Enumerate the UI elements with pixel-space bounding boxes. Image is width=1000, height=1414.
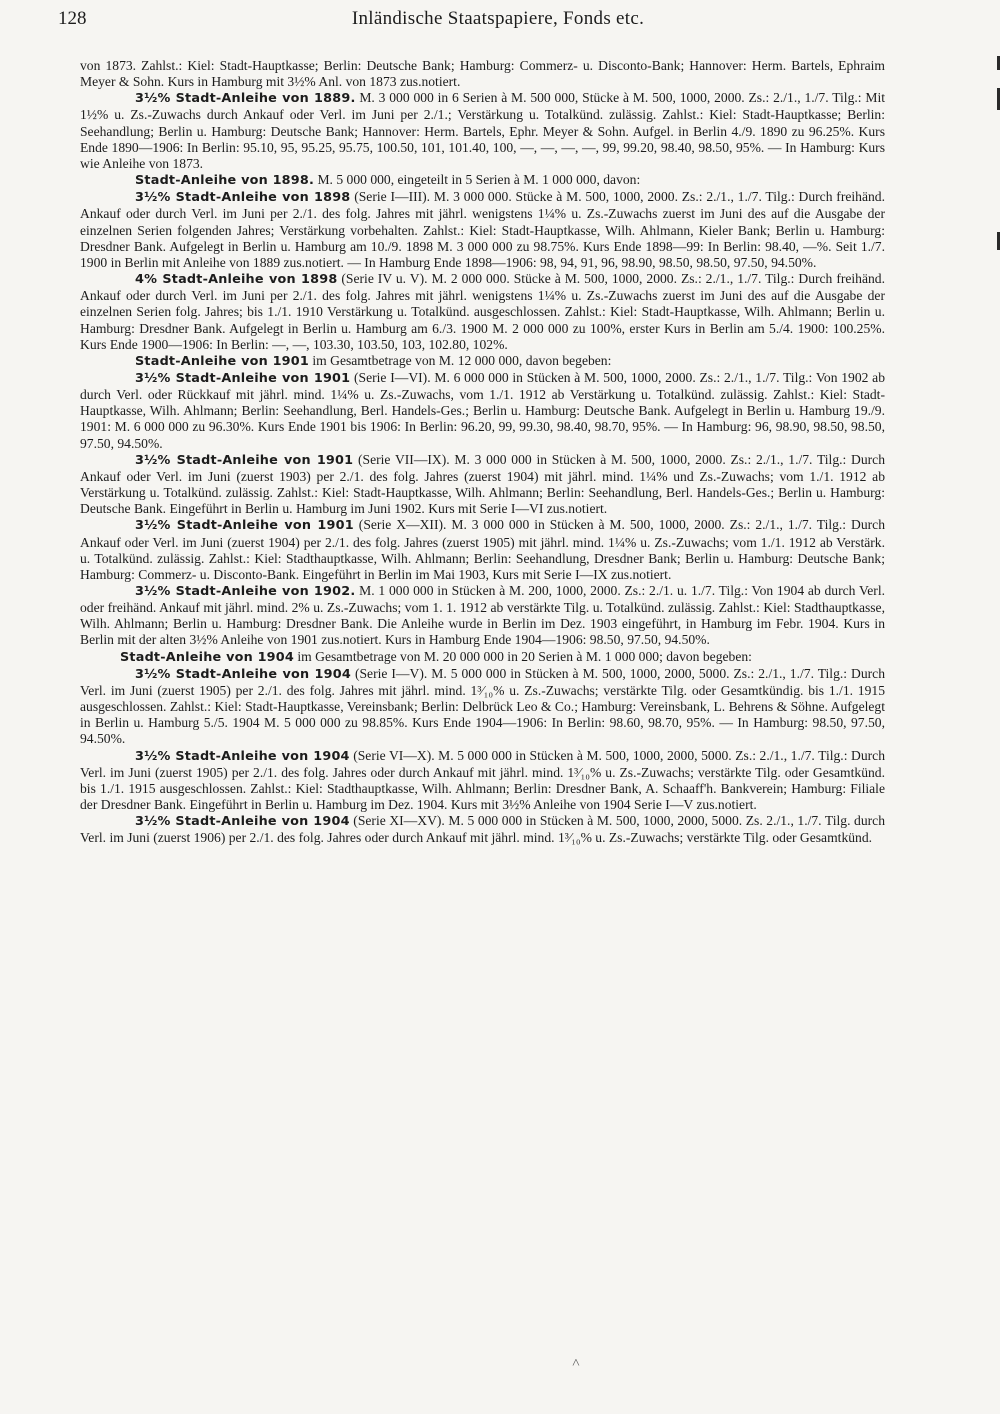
paragraph-text: (Serie VII—IX). M. 3 000 000 in Stücken à M. 500, 1000, 2000. Zs.: 2./1., 1./7. Tilg.: Durch Ankauf oder Verl. im Juni (zuerst 1903) per 2./1. des folg. Jahres (zuerst 1904) mit jährl. mind. 1¼% und Zs.-Zuwachs; vom 1./1. 1912 ab Verstärkung u. Totalkünd. zulässig. Zahlst.: Kiel: Stadt-Hauptkasse, Wilh. Ahlmann; Berlin: Seehandlung, Berl. Handels-Ges.; Berlin u. Hamburg: Deutsche Bank. Eingeführt in Berlin u. Hamburg im Juni 1902. Kurs mit Serie I—VI zus.notiert. xyxy=(80,451,886,517)
paragraph-text: (Serie I—III). M. 3 000 000. Stücke à M. 500, 1000, 2000. Zs.: 2./1., 1./7. Tilg.: Durch freihänd. Ankauf oder durch Verl. im Juni per 2./1. des folg. Jahres mit jährl. wenigstens 1¼% u. Zs.-Zuwachs zuerst im Juni des auf die Ausgabe der einzelnen Serien folgenden Jahres; Verstärkung vorbehalten. Zahlst.: Kiel: Stadt-Hauptkasse, Wilh. Ahlmann, Kieler Bank; Berlin u. Hamburg: Dresdner Bank. Aufgelegt in Berlin u. Hamburg am 10./9. 1898 M. 3 000 000 zu 98.75%. Kurs Ende 1898—99: In Berlin: 98.40, —%. Seit 1./7. 1900 in Berlin mit Anleihe von 1889 zus.notiert. — In Hamburg Ende 1898—1906: 98, 94, 91, 96, 98.90, 98.50, 98.50, 97.50, 94.50%. xyxy=(80,189,885,270)
paragraph-text: M. 1 000 000 in Stücken à M. 200, 1000, 2000. Zs.: 2./1. u. 1./7. Tilg.: Von 1904 ab durch Verl. oder freihänd. Ankauf mit jährl. mind. 2% u. Zs.-Zuwachs; vom 1. 1. 1912 ab verstärkte Tilg. u. Totalkünd. zulässig. Zahlst.: Kiel: Stadthauptkasse, Wilh. Ahlmann; Berlin u. Hamburg: Dresdner Bank. Die Anleihe wurde in Berlin im Dez. 1903 eingeführt, in Hamburg im Febr. 1904. Kurs in Berlin mit der alten 3½% Anleihe von 1901 zus.notiert. Kurs in Hamburg Ende 1904—1906: 98.50, 97.50, 94.50%. xyxy=(80,583,885,648)
paragraph xyxy=(80,452,885,518)
paragraph xyxy=(80,649,885,666)
paragraph xyxy=(80,517,885,583)
bond-heading: 3½% Stadt-Anleihe von 1901 xyxy=(135,452,354,468)
paragraph xyxy=(80,172,885,189)
paragraph xyxy=(80,813,885,846)
paragraph-text: M. 5 000 000, eingeteilt in 5 Serien à M. 1 000 000, davon: xyxy=(314,172,641,188)
bond-heading: Stadt-Anleihe von 1904 xyxy=(120,649,294,665)
bond-heading: 3½% Stadt-Anleihe von 1904 xyxy=(135,814,350,830)
running-title: Inländische Staatspapiere, Fonds etc. xyxy=(351,8,645,29)
bond-heading: 3½% Stadt-Anleihe von 1889. xyxy=(135,91,356,107)
paragraph xyxy=(80,583,885,649)
paragraph-text: M. 3 000 000 in 6 Serien à M. 500 000, Stücke à M. 500, 1000, 2000. Zs.: 2./1., 1./7. Tilg.: Mit 1½% u. Zs.-Zuwachs durch Ankauf oder Verl. im Juni per 2./1.; Verstärkung u. Totalkünd. zulässig. Zahlst.: Kiel: Stadt-Hauptkasse; Berlin: Seehandlung; Berlin u. Hamburg: Deutsche Bank; Hannover: Herm. Bartels, Ephr. Meyer & Sohn. Aufgel. in Berlin 4./9. 1890 zu 96.25%. Kurs Ende 1890—1906: In Berlin: 95.10, 95, 95.25, 95.75, 100.50, 101, 101.40, 100, —, —, —, —, 99, 99.20, 98.40, 98.50, 95%. — In Hamburg: Kurs wie Anleihe von 1873. xyxy=(80,90,885,171)
paragraph-text: (Serie X—XII). M. 3 000 000 in Stücken à M. 500, 1000, 2000. Zs.: 2./1., 1./7. Tilg.: Durch Ankauf oder Verl. im Juni (zuerst 1904) per 2./1. des folg. Jahres (zuerst 1905) mit jährl. mind. 1¼% u. Zs.-Zuwachs; vom 1./1. 1912 ab Verstärk. u. Totalkünd. zulässig. Zahlst.: Kiel: Stadthauptkasse, Wilh. Ahlmann; Berlin: Seehandlung, Dresdner Bank; Berlin u. Hamburg: Deutsche Bank; Hamburg: Commerz- u. Disconto-Bank. Eingeführt in Berlin im Mai 1903, Kurs mit Serie I—IX zus.notiert. xyxy=(80,517,886,582)
paragraph-text: (Serie XI—XV). M. 5 000 000 in Stücken à M. 500, 1000, 2000, 5000. Zs. 2./1., 1./7. Tilg. durch Verl. im Juni (zuerst 1906) per 2./1. des folg. Jahres oder durch Ankauf mit jährl. mind. 1³⁄₁₀% u. Zs.-Zuwachs; verstärkte Tilg. oder Gesamtkünd. xyxy=(80,813,886,846)
printer-mark: ˄ xyxy=(572,1356,580,1371)
paragraph xyxy=(80,58,885,90)
paragraph xyxy=(80,353,885,370)
bond-heading: Stadt-Anleihe von 1898. xyxy=(135,173,315,189)
paragraph-text: im Gesamtbetrage von M. 12 000 000, davon begeben: xyxy=(308,352,612,368)
bond-heading: 3½% Stadt-Anleihe von 1902. xyxy=(135,584,356,599)
paragraph xyxy=(80,90,885,172)
paragraph xyxy=(80,748,885,814)
page-body xyxy=(80,58,885,847)
bond-heading: 3½% Stadt-Anleihe von 1898 xyxy=(135,190,351,206)
paragraph xyxy=(80,189,885,271)
paragraph xyxy=(80,666,885,748)
paragraph-text: (Serie IV u. V). M. 2 000 000. Stücke à M. 500, 1000, 2000. Zs.: 2./1., 1./7. Tilg.: Durch freihänd. Ankauf oder durch Verl. im Juni per 2./1. des folg. Jahres mit jährl. wenigstens 1¼% u. Zs.-Zuwachs zuerst im Juni des auf die Ausgabe der einzelnen Serien folg. Jahres; bis 1./1. 1910 Verstärkung u. Totalkünd. ausgeschlossen. Zahlst.: Kiel: Stadt-Hauptkasse, Wilh. Ahlmann; Berlin u. Hamburg: Dresdner Bank. Aufgelegt in Berlin u. Hamburg am 6./3. 1900 M. 2 000 000 zu 100%, erster Kurs in Berlin am 5./4. 1900: 100.25%. Kurs Ende 1900—1906: In Berlin: —, —, 103.30, 103.50, 103, 102.80, 102%. xyxy=(80,271,886,352)
paragraph-text: im Gesamtbetrage von M. 20 000 000 in 20 Serien à M. 1 000 000; davon begeben: xyxy=(293,648,752,664)
bond-heading: 3½% Stadt-Anleihe von 1901 xyxy=(135,370,351,386)
bond-heading: 3½% Stadt-Anleihe von 1904 xyxy=(135,666,351,682)
paragraph-text: von 1873. Zahlst.: Kiel: Stadt-Hauptkasse; Berlin: Deutsche Bank; Hamburg: Commerz- u. Disconto-Bank; Hannover: Herm. Bartels, Ephraim Meyer & Sohn. Kurs in Hamburg mit 3½% Anl. von 1873 zus.notiert. xyxy=(80,58,885,90)
paragraph-text: (Serie I—V). M. 5 000 000 in Stücken à M. 500, 1000, 2000, 5000. Zs.: 2./1., 1./7. Tilg.: Durch Verl. im Juni (zuerst 1905) per 2./1. des folg. Jahres mit jährl. mind. 1³⁄₁₀% u. Zs.-Zuwachs; verstärkte Tilg. oder Gesamtkündig. bis 1./1. 1915 ausgeschlossen. Zahlst.: Kiel: Stadt-Hauptkasse, Vereinsbank; Berlin: Delbrück Leo & Co.; Hamburg: Vereinsbank, L. Behrens & Söhne. Aufgelegt in Berlin u. Hamburg 5./5. 1904 M. 5 000 000 zu 98.85%. Kurs Ende 1904—1906: In Berlin: 98.60, 98.70, 95%. — In Hamburg: 98.50, 97.50, 94.50%. xyxy=(80,665,886,747)
paragraph-text: (Serie VI—X). M. 5 000 000 in Stücken à M. 500, 1000, 2000, 5000. Zs.: 2./1., 1./7. Tilg.: Durch Verl. im Juni (zuerst 1905) per 2./1. des folg. Jahres oder durch Ankauf mit jährl. mind. 1³⁄₁₀% u. Zs.-Zuwachs; verstärkte Tilg. oder Gesamtkünd. bis 1./1. 1915 ausgeschlossen. Zahlst.: Kiel: Stadthauptkasse, Wilh. Ahlmann; Berlin: Dresdner Bank, A. Schaaff'h. Bankverein; Hamburg: Filiale der Dresdner Bank. Eingeführt in Berlin u. Hamburg im Dez. 1904. Kurs mit 3½% Anleihe von 1904 Serie I—V zus.notiert. xyxy=(80,747,885,813)
page-number: 128 xyxy=(58,8,87,29)
bond-heading: Stadt-Anleihe von 1901 xyxy=(135,353,309,369)
bond-heading: 4% Stadt-Anleihe von 1898 xyxy=(135,272,338,288)
page-header xyxy=(58,8,938,38)
bond-heading: 3½% Stadt-Anleihe von 1904 xyxy=(135,748,350,764)
bond-heading: 3½% Stadt-Anleihe von 1901 xyxy=(135,518,354,534)
paragraph xyxy=(80,370,885,452)
paragraph-text: (Serie I—VI). M. 6 000 000 in Stücken à M. 500, 1000, 2000. Zs.: 2./1., 1./7. Tilg.: Von 1902 ab durch Verl. oder Rückkauf mit jährl. mind. 1¼% u. Zs.-Zuwachs, vom 1./1. 1912 ab Verstärkung u. Totalkünd. zulässig. Zahlst.: Kiel: Stadt-Hauptkasse, Wilh. Ahlmann; Berlin: Seehandlung, Berl. Handels-Ges.; Berlin u. Hamburg: Deutsche Bank. Aufgelegt in Berlin u. Hamburg 19./9. 1901: M. 6 000 000 zu 96.30%. Kurs Ende 1901 bis 1906: In Berlin: 96.20, 99, 99.30, 98.40, 98.70, 95%. — In Hamburg: 96, 98.90, 98.50, 98.50, 97.50, 94.50%. xyxy=(80,369,886,451)
paragraph xyxy=(80,271,885,353)
